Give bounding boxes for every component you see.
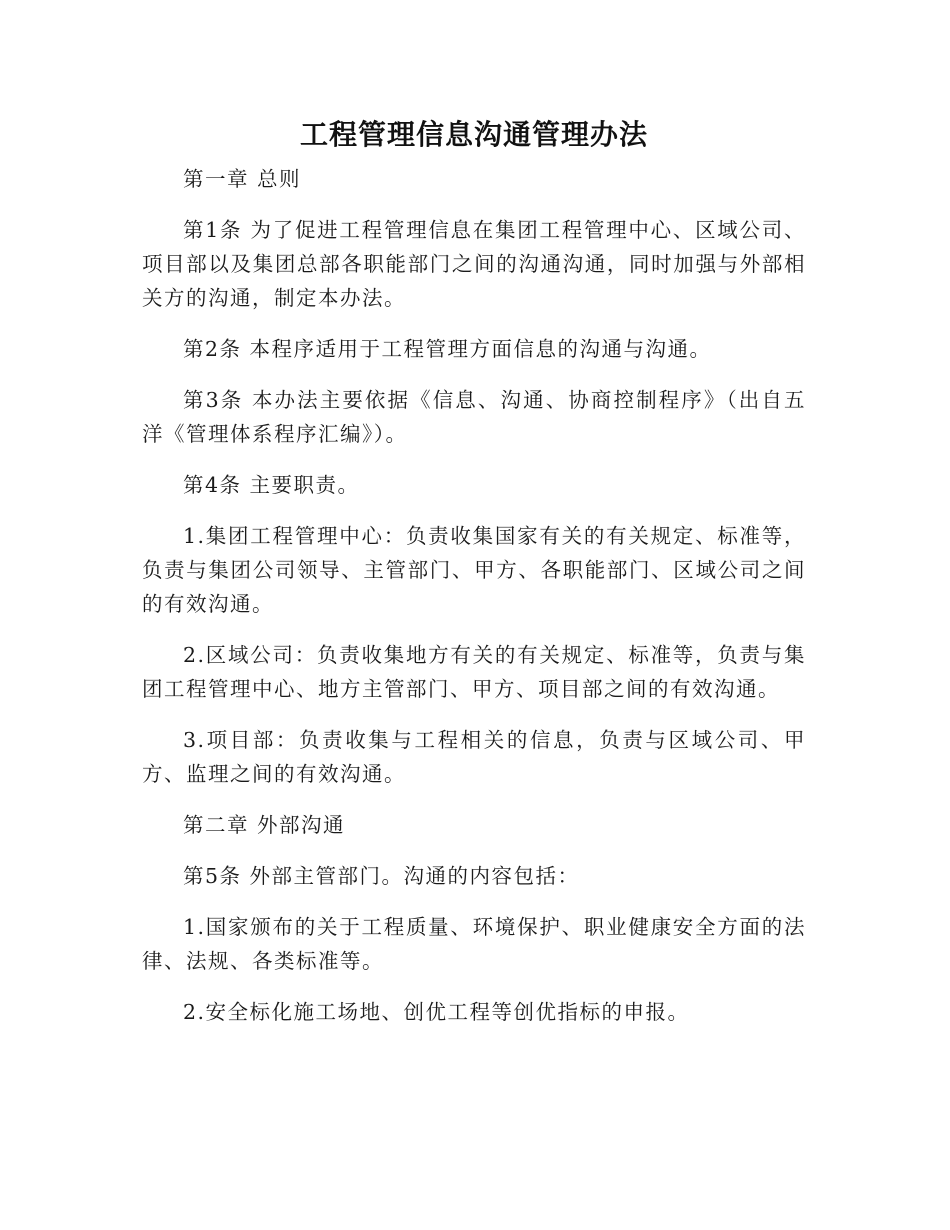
article-5-paragraph: 第5条 外部主管部门。沟通的内容包括： xyxy=(183,864,580,888)
article-3-paragraph: 第3条 本办法主要依据《信息、沟通、协商控制程序》（出自五洋《管理体系程序汇编》）。 xyxy=(142,388,806,446)
article-1-paragraph: 第1条 为了促进工程管理信息在集团工程管理中心、区域公司、项目部以及集团总部各职能部门之间的沟通沟通，同时加强与外部相关方的沟通，制定本办法。 xyxy=(142,218,806,310)
article-2-paragraph: 第2条 本程序适用于工程管理方面信息的沟通与沟通。 xyxy=(183,337,712,361)
external-item-1: 1.国家颁布的关于工程质量、环境保护、职业健康安全方面的法律、法规、各类标准等。 xyxy=(142,915,806,973)
chapter-heading-external: 第二章 外部沟通 xyxy=(183,813,346,837)
article-4-paragraph: 第4条 主要职责。 xyxy=(183,473,360,497)
responsibility-item-1: 1.集团工程管理中心：负责收集国家有关的有关规定、标准等，负责与集团公司领导、主管部门、甲方、各职能部门、区域公司之间的有效沟通。 xyxy=(142,524,806,616)
external-item-2: 2.安全标化施工场地、创优工程等创优指标的申报。 xyxy=(183,1000,690,1024)
responsibility-item-2: 2.区域公司：负责收集地方有关的有关规定、标准等，负责与集团工程管理中心、地方主管部门、甲方、项目部之间的有效沟通。 xyxy=(142,643,806,701)
responsibility-item-3: 3.项目部：负责收集与工程相关的信息，负责与区域公司、甲方、监理之间的有效沟通。 xyxy=(142,728,806,786)
document-body xyxy=(142,112,806,1046)
chapter-heading-general: 第一章 总则 xyxy=(183,167,302,191)
document-title: 工程管理信息沟通管理办法 xyxy=(299,118,648,151)
